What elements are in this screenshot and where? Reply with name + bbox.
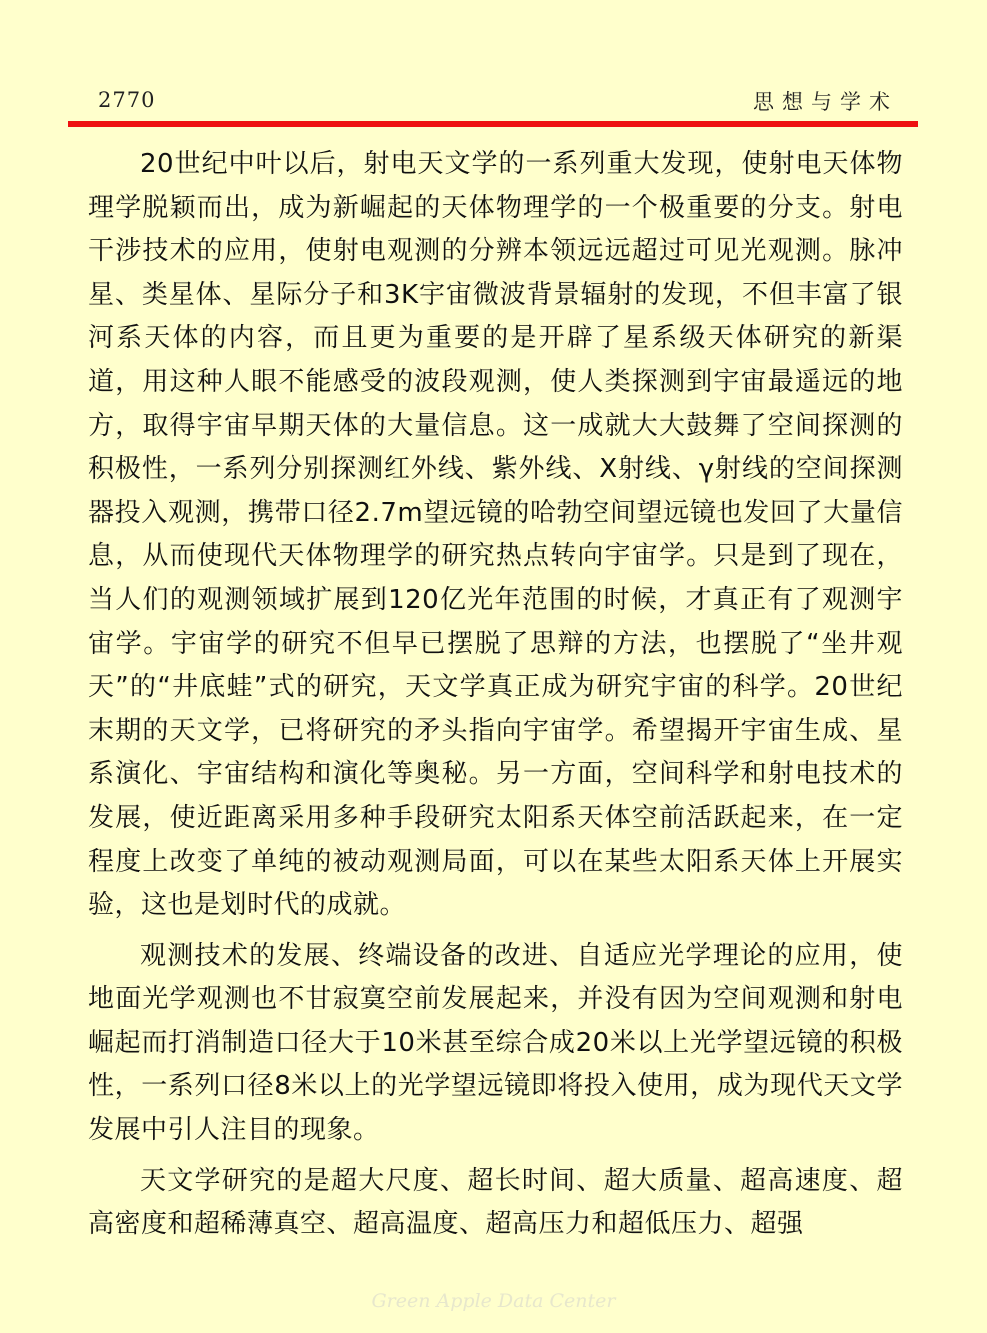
paragraph-1: 20世纪中叶以后，射电天文学的一系列重大发现，使射电天体物理学脱颖而出，成为新崛起的天体物理学的一个极重要的分支。射电干涉技术的应用，使射电观测的分辨本领远远超过可见光观测。脉冲星、类星体、星际分子和3K宇宙微波背景辐射的发现，不但丰富了银河系天体的内容，而且更为重要的是开辟了星系级天体研究的新渠道，用这种人眼不能感受的波段观测，使人类探测到宇宙最遥远的地方，取得宇宙早期天体的大量信息。这一成就大大鼓舞了空间探测的积极性，一系列分别探测红外线、紫外线、X射线、γ射线的空间探测器投入观测，携带口径2.7m望远镜的哈勃空间望远镜也发回了大量信息，从而使现代天体物理学的研究热点转向宇宙学。只是到了现在，当人们的观测领域扩展到120亿光年范围的时候，才真正有了观测宇宙学。宇宙学的研究不但早已摆脱了思辩的方法，也摆脱了“坐井观天”的“井底蛙”式的研究，天文学真正成为研究宇宙的科学。20世纪末期的天文学，已将研究的矛头指向宇宙学。希望揭开宇宙生成、星系演化、宇宙结构和演化等奥秘。另一方面，空间科学和射电技术的发展，使近距离采用多种手段研究太阳系天体空前活跃起来，在一定程度上改变了单纯的被动观测局面，可以在某些太阳系天体上开展实验，这也是划时代的成就。 — [88, 149, 903, 921]
header-rule — [68, 121, 918, 127]
journal-title: 思想与学术 — [753, 90, 898, 114]
page-number: 2770 — [98, 88, 156, 112]
article-body — [88, 143, 903, 1254]
paragraph-3: 天文学研究的是超大尺度、超长时间、超大质量、超高速度、超高密度和超稀薄真空、超高温度、超高压力和超低压力、超强 — [88, 1165, 903, 1240]
watermark: Green Apple Data Center — [371, 1290, 616, 1312]
paragraph-2: 观测技术的发展、终端设备的改进、自适应光学理论的应用，使地面光学观测也不甘寂寞空前发展起来，并没有因为空间观测和射电崛起而打消制造口径大于10米甚至综合成20米以上光学望远镜的积极性，一系列口径8米以上的光学望远镜即将投入使用，成为现代天文学发展中引人注目的现象。 — [88, 940, 903, 1146]
page-header — [68, 82, 918, 118]
